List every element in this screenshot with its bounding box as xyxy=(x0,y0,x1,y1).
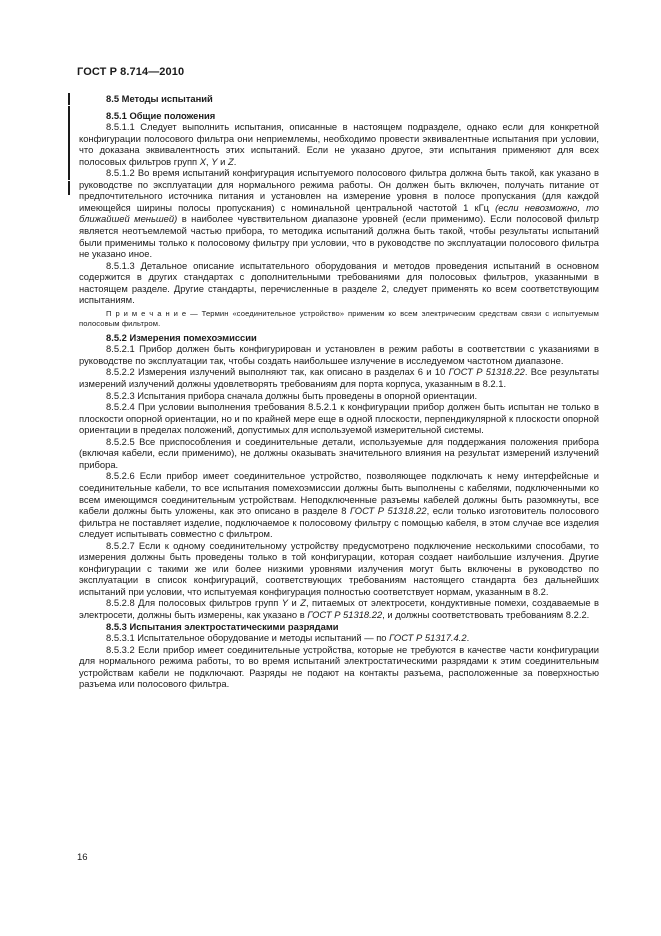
paragraph: 8.5.2.5 Все приспособления и соединительные детали, используемые для поддержания положения прибора (включая кабели, если применимо), не должны оказывать значительного влияния на результат измерений излучений прибора. xyxy=(79,435,599,470)
paragraph: 8.5.1.1 Следует выполнить испытания, описанные в настоящем подразделе, однако если для конкретной конфигурации полосового фильтра они неприемлемы, необходимо провести эквивалентные испытания при условии, что доказана эквивалентность этих испытаний. Если не указано другое, эти испытания применяют для всех полосовых фильтров групп X, Y и Z. xyxy=(79,121,599,167)
paragraph: 8.5.2.3 Испытания прибора сначала должны быть проведены в опорной ориентации. xyxy=(106,389,478,401)
paragraph: 8.5.1.2 Во время испытаний конфигурация испытуемого полосового фильтра должна быть такой, как указано в руководстве по эксплуатации для нормального режима работы. Он должен быть включен, получать питание от предпочтительного источника питания и установлен на измерение уровня в полосе пропускания (для каждой имеющейся ширины полосы пропускания) с номинальной центральной частотой 1 кГц (если невозможно, то ближайшей меньшей) в наиболее чувствительном диапазоне уровней (если применимо). Если полосовой фильтр является неотъемлемой частью прибора, то методика испытаний должна быть такой, чтобы результаты испытаний были применимы только к полосовому фильтру при условии, что в руководстве по эксплуатации полосового фильтра не указано иное. xyxy=(79,167,599,260)
section-heading: 8.5 Методы испытаний xyxy=(106,93,213,104)
paragraph: 8.5.2.2 Измерения излучений выполняют так, как описано в разделах 6 и 10 ГОСТ Р 51318.22. Все результаты измерений излучений должны удовлетворять требованиям для порта корпуса, указанным в 8.2.1. xyxy=(79,366,599,390)
change-bar xyxy=(68,181,70,195)
note: П р и м е ч а н и е — Термин «соединительное устройство» применим ко всем электрическим средствам связи с испытуемым полосовым фильтром. xyxy=(79,308,599,329)
paragraph: 8.5.2.4 При условии выполнения требования 8.5.2.1 к конфигурации прибор должен быть испытан не только в плоскости опорной ориентации, но и по крайней мере еще в одной плоскости, перпендикулярной к плоскости опорной ориентации в пределах положений, допустимых для используемой измерительной системы. xyxy=(79,401,599,436)
document-header: ГОСТ Р 8.714—2010 xyxy=(77,66,185,78)
change-bar xyxy=(68,106,70,180)
paragraph: 8.5.2.8 Для полосовых фильтров групп Y и Z, питаемых от электросети, кондуктивные помехи, создаваемые в электросети, должны быть измерены, как указано в ГОСТ Р 51318.22, и должны соответствовать требованиям 8.2.2. xyxy=(79,597,599,620)
paragraph: 8.5.3.2 Если прибор имеет соединительные устройства, которые не требуются в качестве части конфигурации для нормального режима работы, то во время испытаний электростатическими разрядами к этим соединительным устройствам кабели не подключают. Разряды не подают на контакты разъема, расположенные за поверхностью разъема или полосового фильтра. xyxy=(79,643,599,690)
paragraph: 8.5.2.6 Если прибор имеет соединительное устройство, позволяющее подключать к нему интерфейсные и соединительные кабели, то все испытания помехоэмиссии должны быть выполнены с кабелями, подключенными ко всем имеющимся соединительным устройствам. Неподключенные разъемы кабелей должны быть разомкнуты, все кабели должны быть уложены, как это описано в разделе 8 ГОСТ Р 51318.22, если только изготовитель полосового фильтра не поставляет изделие, подключаемое к полосовому фильтру с помощью кабеля, в этом случае все изделия следует испытывать совместно с фильтром. xyxy=(79,470,599,540)
document-body xyxy=(79,93,599,690)
subsection-heading: 8.5.1 Общие положения xyxy=(106,109,216,121)
paragraph: 8.5.2.7 Если к одному соединительному устройству предусмотрено подключение несколькими способами, то измерения должны быть проведены только в той конфигурации, которая создает наибольшие излучения. Другие конфигурации с такими же или более низкими уровнями излучения могут быть включены в руководство по эксплуатации в список конфигураций, соответствующих требованиям настоящего стандарта без дальнейших испытаний при условии, что испытуемая конфигурация полностью соответствует нормам, указанным в 8.2. xyxy=(79,539,599,597)
paragraph: 8.5.3.1 Испытательное оборудование и методы испытаний — по ГОСТ Р 51317.4.2. xyxy=(106,632,470,644)
paragraph: 8.5.2.1 Прибор должен быть конфигурирован и установлен в режим работы в соответствии с указаниями в руководстве по эксплуатации так, чтобы создать наибольшее излучение в исследуемом частотном диапазоне. xyxy=(79,343,599,366)
change-bar xyxy=(68,93,70,105)
subsection-heading: 8.5.2 Измерения помехоэмиссии xyxy=(106,331,257,343)
subsection-heading: 8.5.3 Испытания электростатическими разрядами xyxy=(106,620,339,632)
paragraph: 8.5.1.3 Детальное описание испытательного оборудования и методов проведения испытаний в основном содержится в других стандартах с дополнительными требованиями для полосовых фильтров, указанными в настоящем разделе. Другие стандарты, перечисленные в разделе 2, следует применять ко всем соответствующим испытаниям. xyxy=(79,259,599,306)
page-number: 16 xyxy=(77,852,88,863)
